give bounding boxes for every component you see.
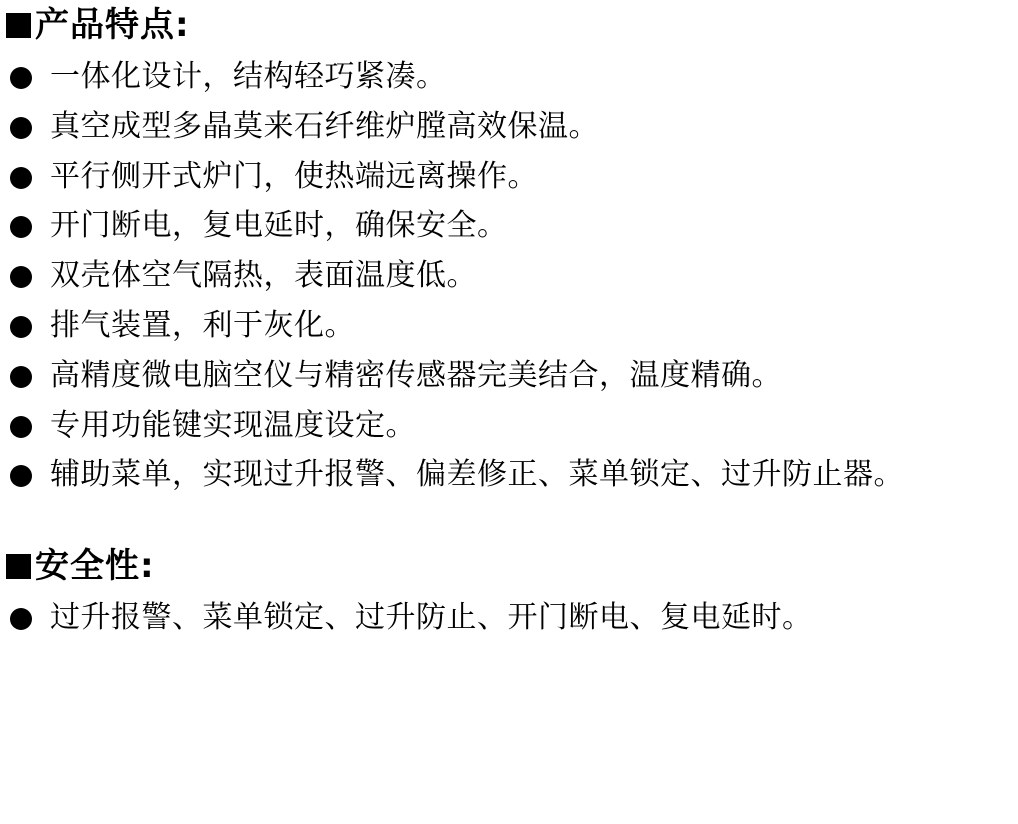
list-item bbox=[6, 404, 1004, 448]
bullet-dot-icon bbox=[10, 608, 32, 630]
list-item-text: 过升报警、菜单锁定、过升防止、开门断电、复电延时。 bbox=[50, 600, 813, 636]
safety-list bbox=[6, 596, 1004, 640]
list-item-text: 一体化设计，结构轻巧紧凑。 bbox=[50, 59, 447, 95]
list-item-text: 真空成型多晶莫来石纤维炉膛高效保温。 bbox=[50, 108, 599, 144]
bullet-dot-icon bbox=[10, 316, 32, 338]
bullet-dot-icon bbox=[10, 416, 32, 438]
list-item-text: 开门断电，复电延时，确保安全。 bbox=[50, 208, 508, 244]
list-item-text: 高精度微电脑空仪与精密传感器完美结合，温度精确。 bbox=[50, 357, 782, 393]
bullet-dot-icon bbox=[10, 366, 32, 388]
filled-square-marker-icon bbox=[6, 13, 31, 38]
bullet-dot-icon bbox=[10, 117, 32, 139]
list-item-text: 专用功能键实现温度设定。 bbox=[50, 407, 416, 443]
list-item-text: 双壳体空气隔热，表面温度低。 bbox=[50, 258, 477, 294]
list-item bbox=[6, 453, 1004, 497]
list-item-text: 平行侧开式炉门，使热端远离操作。 bbox=[50, 158, 538, 194]
section-heading-product-features bbox=[6, 6, 1004, 45]
bullet-dot-icon bbox=[10, 67, 32, 89]
bullet-dot-icon bbox=[10, 266, 32, 288]
list-item-text: 辅助菜单，实现过升报警、偏差修正、菜单锁定、过升防止器。 bbox=[50, 457, 904, 493]
list-item bbox=[6, 105, 1004, 149]
list-item bbox=[6, 304, 1004, 348]
filled-square-marker-icon bbox=[6, 554, 31, 579]
bullet-dot-icon bbox=[10, 216, 32, 238]
list-item bbox=[6, 55, 1004, 99]
section-heading-text: 产品特点: bbox=[35, 5, 190, 45]
list-item bbox=[6, 354, 1004, 398]
section-heading-text: 安全性: bbox=[35, 546, 155, 587]
bullet-dot-icon bbox=[10, 167, 32, 189]
list-item bbox=[6, 204, 1004, 248]
section-divider-space bbox=[6, 503, 1004, 547]
section-product-features bbox=[6, 6, 1004, 497]
section-heading-safety bbox=[6, 547, 1004, 586]
list-item bbox=[6, 254, 1004, 298]
list-item-text: 排气装置，利于灰化。 bbox=[50, 308, 355, 344]
bullet-dot-icon bbox=[10, 465, 32, 487]
section-safety bbox=[6, 547, 1004, 640]
list-item bbox=[6, 596, 1004, 640]
product-features-list bbox=[6, 55, 1004, 497]
list-item bbox=[6, 155, 1004, 199]
